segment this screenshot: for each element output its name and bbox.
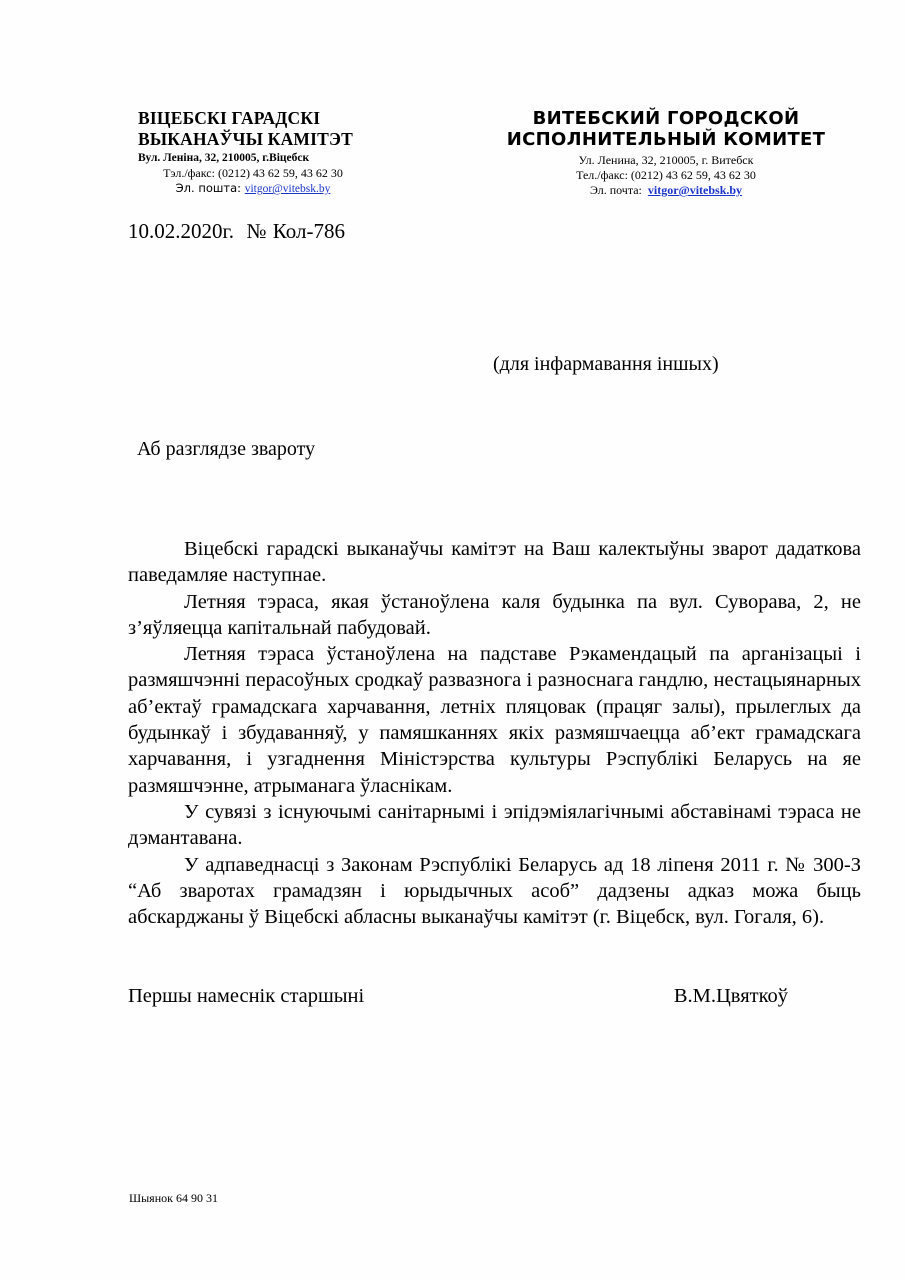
address-be: Вул. Леніна, 32, 210005, г.Віцебск — [138, 152, 310, 164]
email-line-be — [128, 181, 378, 197]
email-link-be[interactable]: vitgor@vitebsk.by — [244, 183, 331, 195]
letterhead-russian — [486, 108, 846, 198]
signature-block — [128, 983, 788, 1009]
org-name-be-line2: ВЫКАНАЎЧЫ КАМІТЭТ — [138, 129, 353, 149]
document-body — [128, 536, 861, 930]
address-ru: Ул. Ленина, 32, 210005, г. Витебск — [578, 153, 754, 167]
org-name-ru-line1: ВИТЕБСКИЙ ГОРОДСКОЙ — [532, 108, 800, 129]
email-link-ru[interactable]: vitgor@vitebsk.by — [647, 183, 743, 197]
body-paragraph: Віцебскі гарадскі выканаўчы камітэт на Ваш калектыўны зварот дадаткова паведамляе наступнае. — [128, 538, 861, 587]
org-name-be-line1: ВІЦЕБСКІ ГАРАДСКІ — [138, 108, 321, 128]
letterhead-belarusian — [128, 108, 378, 197]
document-date: 10.02.2020г. — [128, 219, 234, 243]
body-paragraph: У сувязі з існуючымі санітарнымі і эпідэміялагічнымі абставінамі тэраса не дэмантавана. — [128, 800, 861, 850]
email-label-be: Эл. пошта: — [175, 181, 245, 195]
body-paragraph: У адпаведнасці з Законам Рэспублікі Беларусь ад 18 ліпеня 2011 г. № 300-З “Аб зваротах грамадзян і юрыдычных асоб” дадзены адказ можа быць абскарджаны ў Віцебскі абласны выканаўчы камітэт (г. Віцебск, вул. Гогаля, 6). — [128, 853, 861, 929]
body-paragraph: Летняя тэраса ўстаноўлена на падставе Рэкамендацый па арганізацыі і размяшчэнні перасоўных сродкаў развазнога і разноснага гандлю, нестацыянарных аб’ектаў грамадскага харчавання, летніх пляцовак (працяг залы), прылеглых да будынкаў і збудаванняў, у памяшканнях якіх размяшчаецца аб’ект грамадскага харчавання, і узгаднення Міністэрства культуры Рэспублікі Беларусь на яе размяшчэнне, атрыманага ўласнікам. — [128, 643, 861, 797]
document-number: № Кол-786 — [246, 219, 345, 243]
phone-ru: Тел./факс: (0212) 43 62 59, 43 62 30 — [576, 168, 756, 182]
executor-contact: Шыянок 64 90 31 — [129, 1191, 218, 1205]
email-label-ru: Эл. почта: — [589, 183, 648, 197]
signatory-name: В.М.Цвяткоў — [673, 985, 788, 1007]
email-line-ru — [486, 183, 846, 198]
document-reference — [128, 218, 345, 244]
phone-be: Тэл./факс: (0212) 43 62 59, 43 62 30 — [163, 166, 343, 180]
recipient-note: (для інфармавання іншых) — [493, 353, 719, 375]
org-name-ru-line2: ИСПОЛНИТЕЛЬНЫЙ КОМИТЕТ — [506, 129, 826, 150]
signatory-title: Першы намеснік старшыні — [128, 985, 365, 1007]
document-subject: Аб разглядзе звароту — [137, 438, 316, 460]
body-paragraph: Летняя тэраса, якая ўстаноўлена каля будынка па вул. Суворава, 2, не з’яўляецца капітальнай пабудовай. — [128, 590, 861, 639]
